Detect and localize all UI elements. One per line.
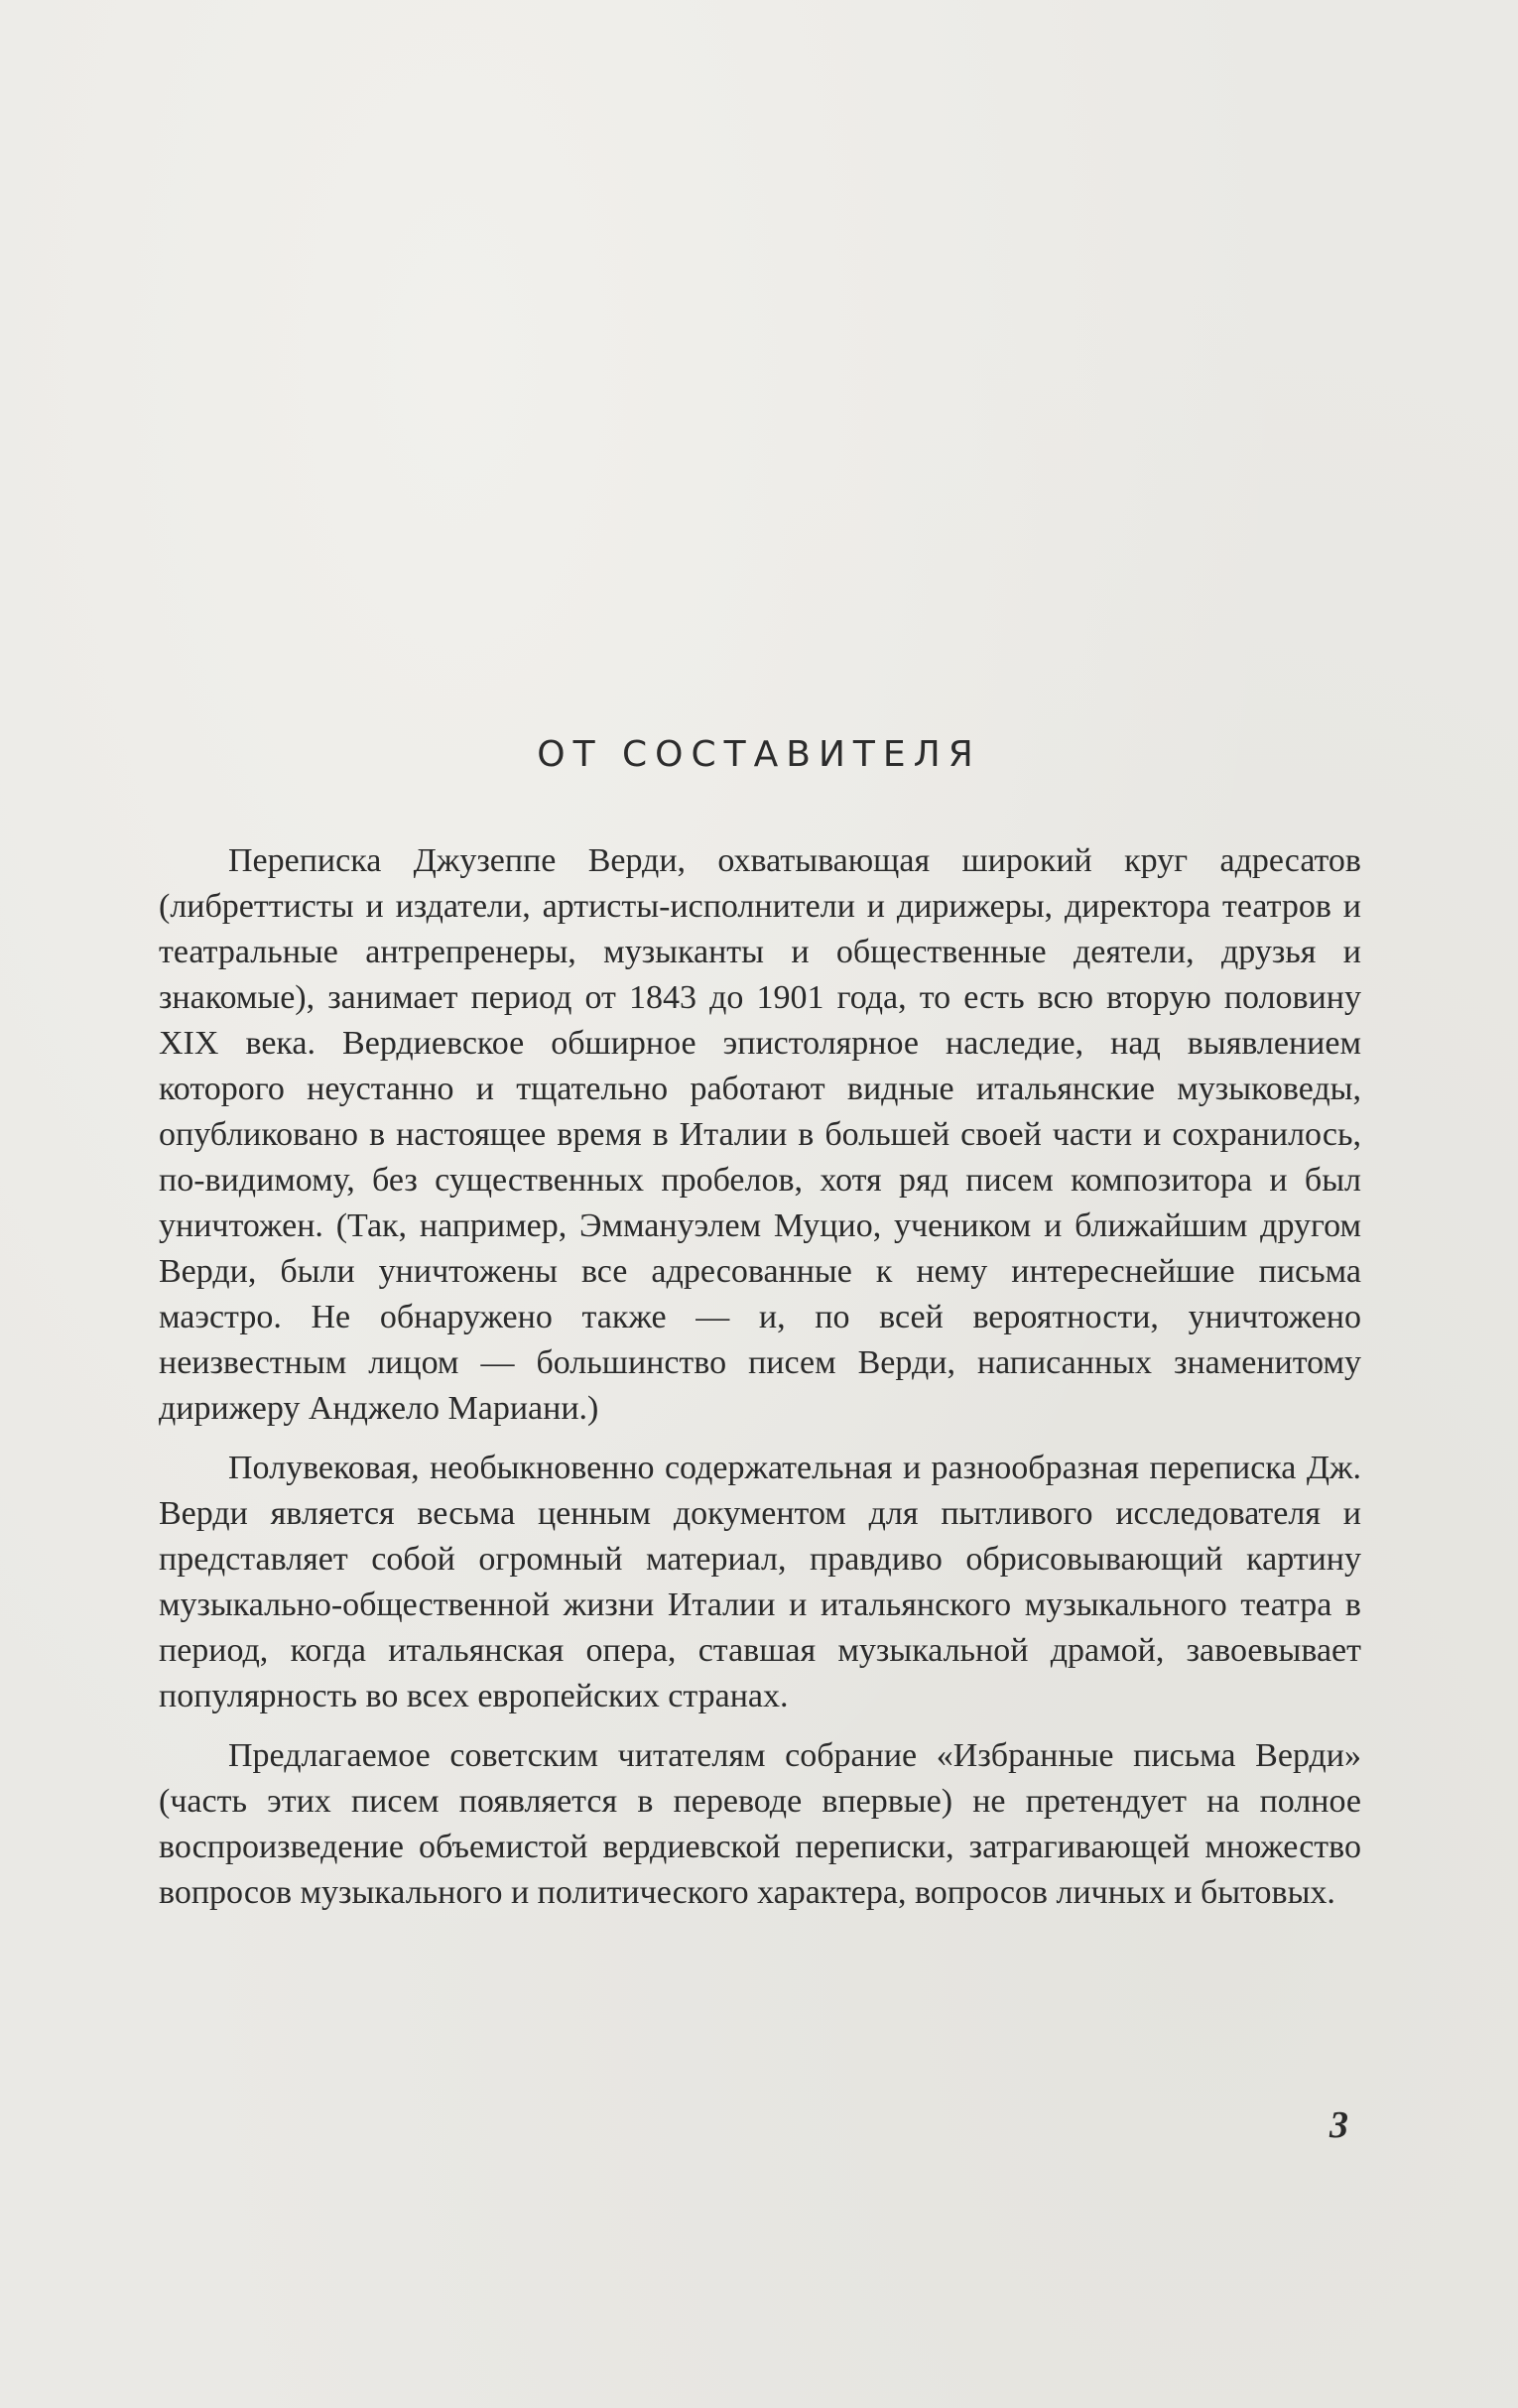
- page-number: 3: [1329, 2104, 1348, 2146]
- paragraph: Предлагаемое советским читателям собрание «Избранные письма Верди» (часть этих писем появляется в переводе впервые) не претендует на полное воспроизведение объемистой вердиевской переписки, затрагивающей множество вопросов музыкального и политического характера, вопросов личных и бытовых.: [159, 1737, 1361, 1911]
- body-text: [159, 838, 1361, 1930]
- paragraph: Полувековая, необыкновенно содержательная и разнообразная переписка Дж. Верди является весьма ценным документом для пытливого исследователя и представляет собой огромный материал, правдиво обрисовывающий картину музыкально-общественной жизни Италии и итальянского музыкального театра в период, когда итальянская опера, ставшая музыкальной драмой, завоевывает популярность во всех европейских странах.: [159, 1450, 1361, 1714]
- chapter-heading: ОТ СОСТАВИТЕЛЯ: [537, 734, 981, 775]
- paragraph: Переписка Джузеппе Верди, охватывающая широкий круг адресатов (либреттисты и издатели, артисты-исполнители и дирижеры, директора театров и театральные антрепренеры, музыканты и общественные деятели, друзья и знакомые), занимает период от 1843 до 1901 года, то есть всю вторую половину XIX века. Вердиевское обширное эпистолярное наследие, над выявлением которого неустанно и тщательно работают видные итальянские музыковеды, опубликовано в настоящее время в Италии в большей своей части и сохранилось, по-видимому, без существенных пробелов, хотя ряд писем композитора и был уничтожен. (Так, например, Эммануэлем Муцио, учеником и ближайшим другом Верди, были уничтожены все адресованные к нему интереснейшие письма маэстро. Не обнаружено также — и, по всей вероятности, уничтожено неизвестным лицом — большинство писем Верди, написанных знаменитому дирижеру Анджело Мариани.): [159, 842, 1361, 1427]
